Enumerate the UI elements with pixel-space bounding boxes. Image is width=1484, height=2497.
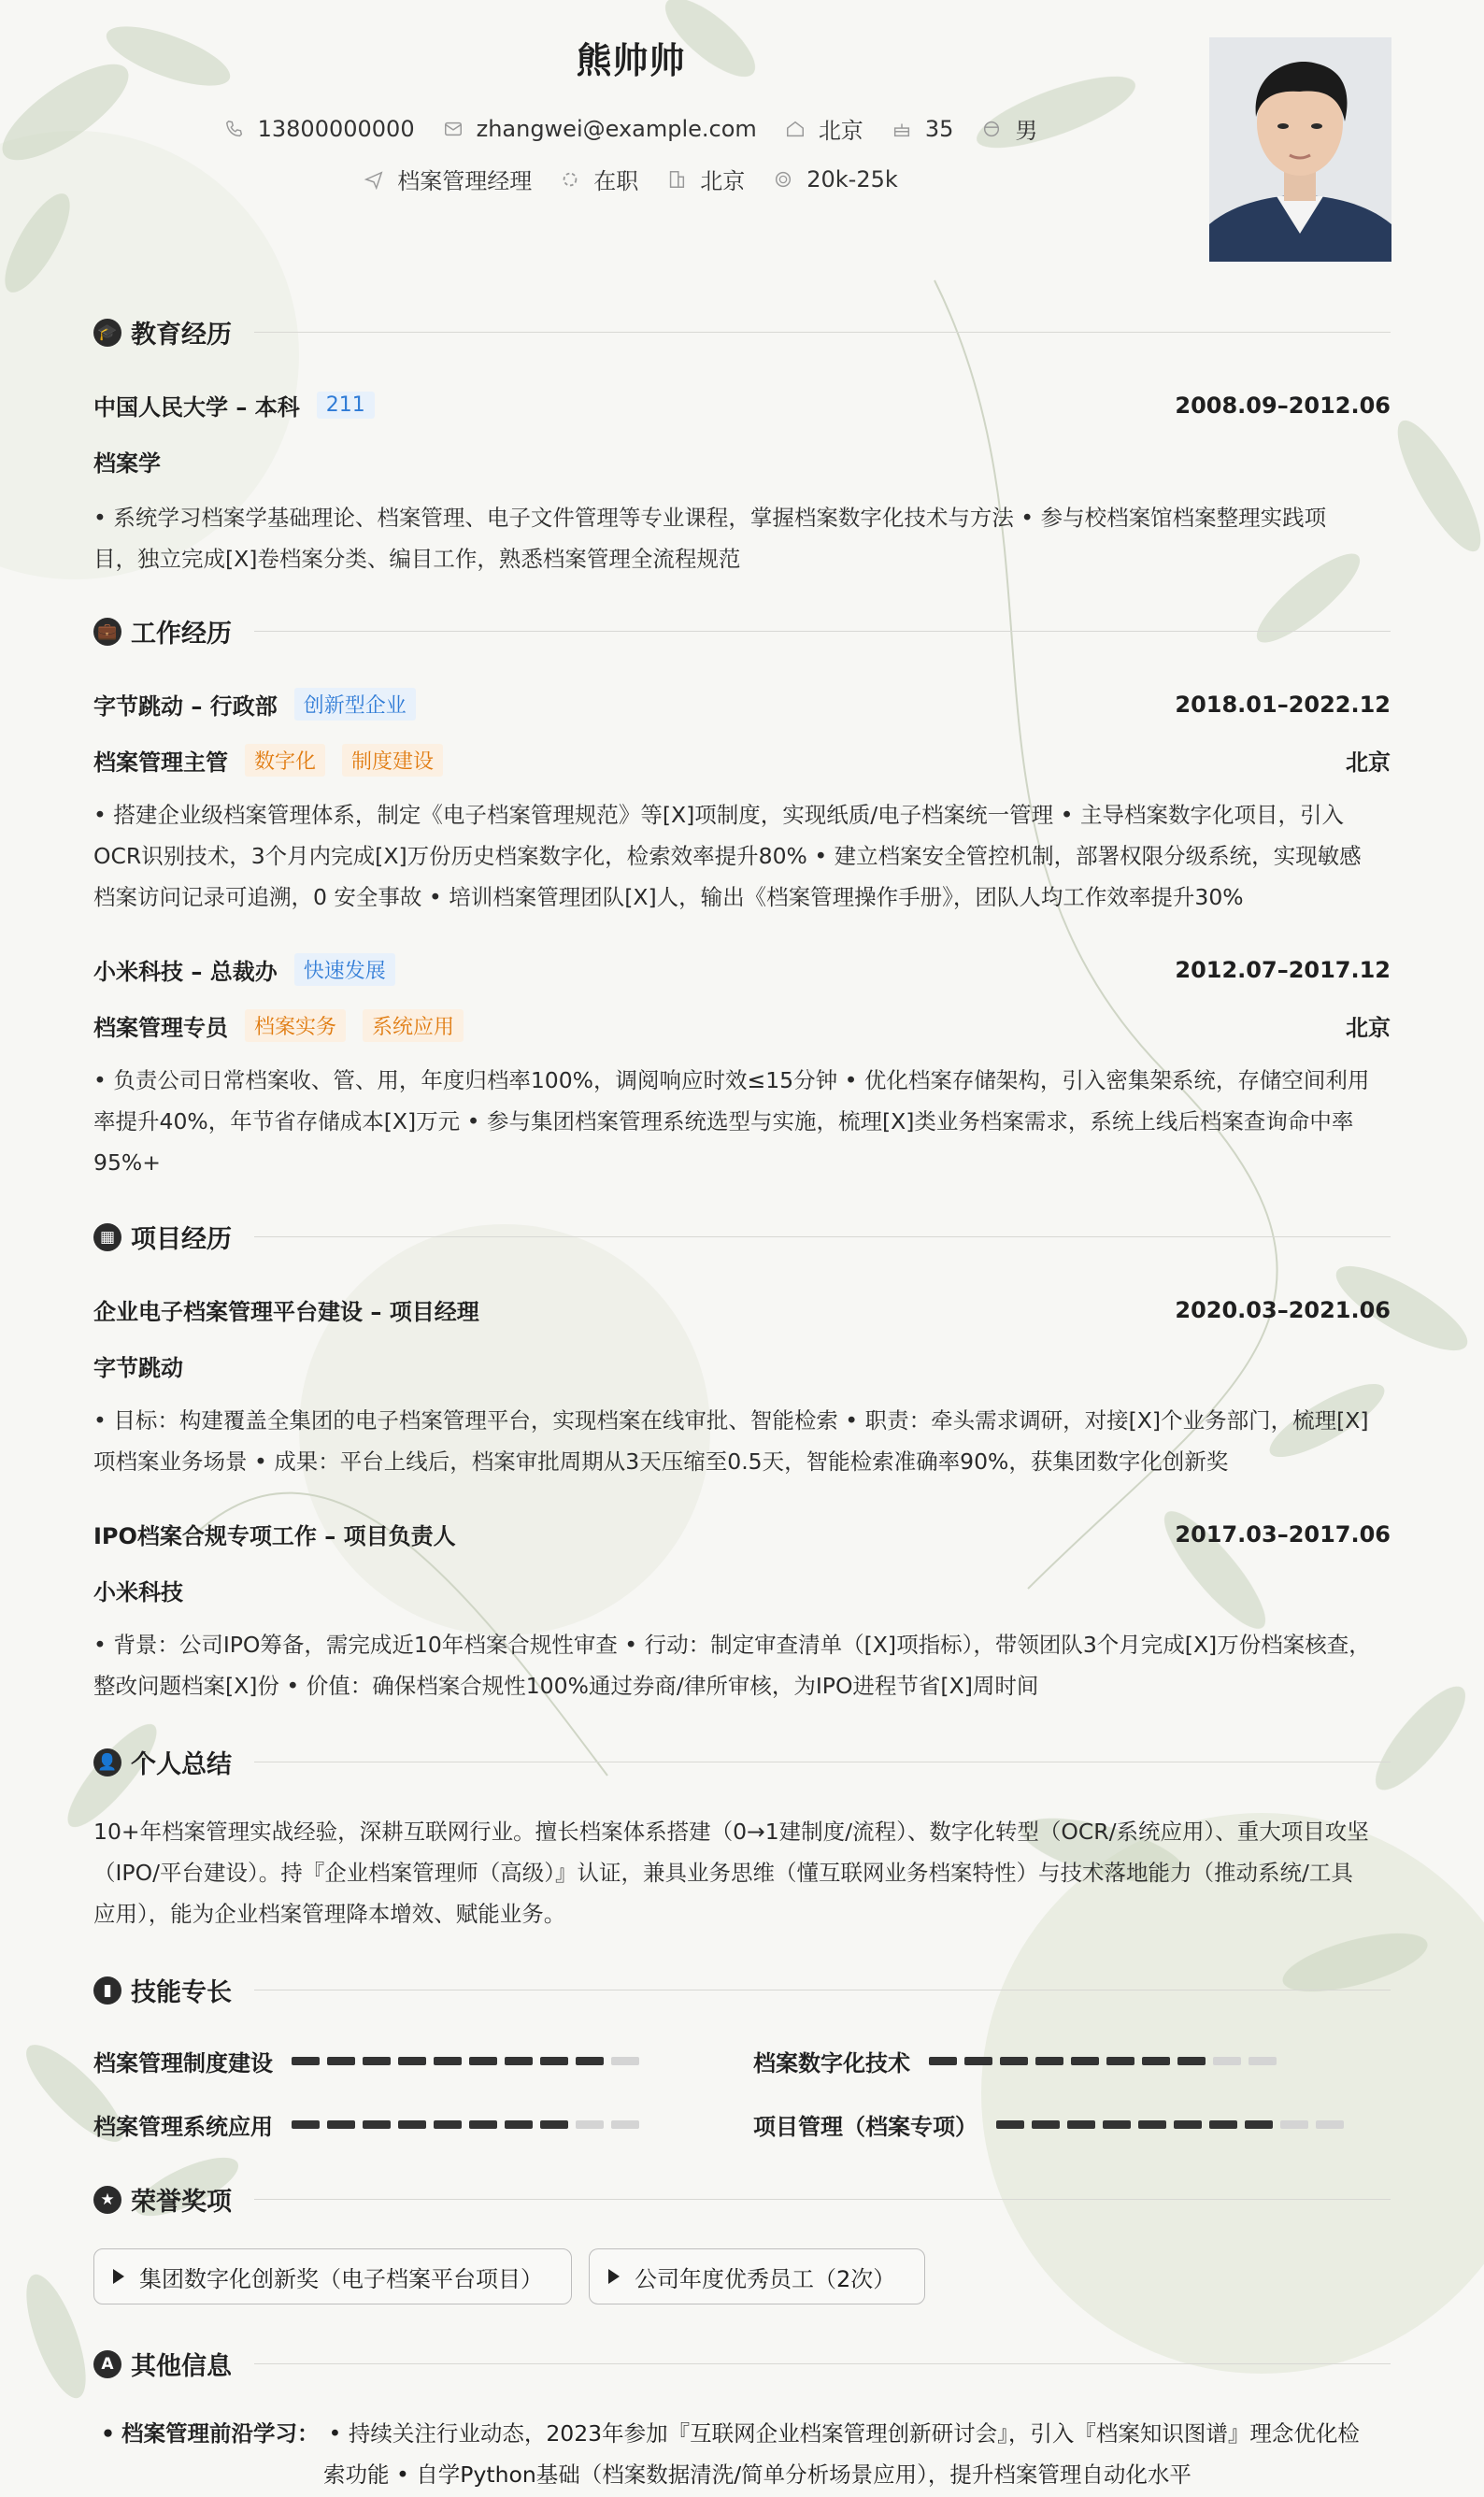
section-work-title: 工作经历 [131, 620, 232, 649]
skill-bar-segment [1142, 2057, 1170, 2065]
project-title: IPO档案合规专项工作 – 项目负责人 [93, 1523, 456, 1549]
skill-bar-segment [1138, 2120, 1166, 2129]
skill-bar-segment [540, 2057, 568, 2065]
other-info [101, 2413, 1392, 2495]
other-label: 档案管理前沿学习： [121, 2420, 320, 2447]
age-item [892, 116, 954, 142]
skill-bar-segment [292, 2120, 320, 2129]
skill-name: 档案数字化技术 [753, 2050, 910, 2076]
work-city: 北京 [1346, 1015, 1391, 1041]
phone-item [224, 116, 415, 142]
skill-name: 档案管理系统应用 [93, 2114, 273, 2140]
section-projects [93, 1219, 1391, 1255]
paragraph-line: 应用），能为企业档案管理降本增效、赋能业务。 [93, 1901, 566, 1927]
skill-bars [929, 2057, 1277, 2065]
company-name: 小米科技 – 总裁办 [93, 959, 278, 985]
project-date: 2017.03–2017.06 [1175, 1520, 1391, 1548]
paragraph-line: 档案访问记录可追溯，0 安全事故 • 培训档案管理团队[X]人，输出《档案管理操作手册》，团队人均工作效率提升30% [93, 884, 1244, 910]
skill-bar-segment [611, 2057, 639, 2065]
skill-bars [292, 2120, 639, 2129]
company-name: 字节跳动 – 行政部 [93, 693, 278, 720]
company-tag: 快速发展 [294, 953, 395, 986]
project-header-1 [93, 1293, 1391, 1326]
skill-bar-segment [540, 2120, 568, 2129]
city-item [666, 163, 745, 195]
gender-item [981, 112, 1037, 145]
bullet-dot: • [101, 2420, 116, 2447]
play-triangle-icon [608, 2269, 620, 2284]
section-skills-title: 技能专长 [131, 1978, 232, 2007]
paragraph-line: • 系统学习档案学基础理论、档案管理、电子文件管理等专业课程，掌握档案数字化技术与方法 • 参与校档案馆档案整理实践项 [93, 505, 1327, 531]
play-triangle-icon [113, 2269, 124, 2284]
role-title: 档案管理主管 [93, 749, 228, 776]
project-header-2 [93, 1518, 1391, 1550]
education-date: 2008.09–2012.06 [1175, 392, 1391, 419]
skill-bar-segment [363, 2120, 391, 2129]
skill-name: 档案管理制度建设 [93, 2050, 273, 2076]
skill-bar-segment [1067, 2120, 1095, 2129]
project-org-2 [93, 1574, 1391, 1606]
company-tag: 创新型企业 [294, 688, 416, 721]
skill-bar-segment [1103, 2120, 1131, 2129]
skill-item [93, 2108, 639, 2141]
phone-text: 13800000000 [257, 115, 415, 142]
work-date: 2012.07–2017.12 [1175, 956, 1391, 983]
role-tag: 系统应用 [363, 1009, 464, 1042]
work-role-1 [93, 744, 1391, 777]
skill-bar-segment [434, 2120, 462, 2129]
paragraph-line: 率提升40%，年节省存储成本[X]万元 • 参与集团档案管理系统选型与实施，梳理[X]类业务档案需求，系统上线后档案查询命中率 [93, 1108, 1354, 1134]
city-text: 北京 [700, 168, 746, 194]
role-tag: 档案实务 [245, 1009, 346, 1042]
paragraph-line: OCR识别技术，3个月内完成[X]万份历史档案数字化，检索效率提升80% • 建立档案安全管控机制，部署权限分级系统，实现敏感 [93, 843, 1362, 869]
work-description-2 [93, 1060, 1392, 1183]
section-honors-title: 荣誉奖项 [131, 2188, 232, 2217]
work-role-2 [93, 1009, 1391, 1042]
skill-bar-segment [1177, 2057, 1206, 2065]
education-major-row [93, 445, 1391, 478]
skill-bar-segment [398, 2057, 426, 2065]
paragraph-line: 项档案业务场景 • 成果：平台上线后，档案审批周期从3天压缩至0.5天，智能检索准确率90%，获集团数字化创新奖 [93, 1448, 1229, 1475]
building-icon [666, 169, 687, 190]
skill-bar-segment [327, 2057, 355, 2065]
skill-bar-segment [1000, 2057, 1028, 2065]
school-tag: 211 [317, 392, 375, 419]
section-education-title: 教育经历 [131, 321, 232, 350]
salary-item [773, 166, 898, 193]
section-summary-title: 个人总结 [131, 1750, 232, 1779]
skill-item [753, 2108, 1344, 2141]
section-divider [254, 1236, 1391, 1237]
section-divider [254, 2199, 1391, 2200]
coin-icon [773, 169, 793, 190]
skill-bar-segment [929, 2057, 957, 2065]
honor-text: 集团数字化创新奖（电子档案平台项目） [139, 2265, 543, 2292]
skill-bar-segment [576, 2057, 604, 2065]
skill-bar-segment [469, 2057, 497, 2065]
summary-text [93, 1811, 1392, 1934]
bar-chart-icon: ▮ [93, 1976, 121, 2005]
project-date: 2020.03–2021.06 [1175, 1296, 1391, 1323]
project-org: 小米科技 [93, 1579, 183, 1605]
section-other [93, 2346, 1391, 2382]
status-icon [560, 169, 580, 190]
portrait-illustration [1209, 37, 1391, 262]
project-org: 字节跳动 [93, 1355, 183, 1381]
project-org-1 [93, 1349, 1391, 1382]
skill-bar-segment [576, 2120, 604, 2129]
skill-bar-segment [1035, 2057, 1063, 2065]
salary-text: 20k-25k [806, 165, 898, 193]
skill-bar-segment [996, 2120, 1024, 2129]
work-city: 北京 [1346, 749, 1391, 776]
award-icon: ★ [93, 2186, 121, 2214]
section-divider [254, 2363, 1391, 2364]
honor-item [93, 2248, 572, 2304]
education-header [93, 389, 1391, 421]
other-text: • 持续关注行业动态，2023年参加『互联网企业档案管理创新研讨会』，引入『档案知识图谱』理念优化检 [328, 2420, 1360, 2447]
skill-bar-segment [398, 2120, 426, 2129]
major: 档案学 [93, 450, 161, 477]
grid-icon: ▦ [93, 1223, 121, 1251]
gender-text: 男 [1015, 118, 1038, 144]
paragraph-line: 目，独立完成[X]卷档案分类、编目工作，熟悉档案管理全流程规范 [93, 546, 741, 572]
section-other-title: 其他信息 [131, 2352, 232, 2381]
paragraph-line: • 搭建企业级档案管理体系，制定《电子档案管理规范》等[X]项制度，实现纸质/电子档案统一管理 • 主导档案数字化项目，引入 [93, 802, 1344, 828]
paragraph-line: 整改问题档案[X]份 • 价值：确保档案合规性100%通过券商/律所审核，为IPO进程节省[X]周时间 [93, 1673, 1039, 1699]
project-description-2 [93, 1624, 1392, 1706]
skill-item [93, 2045, 639, 2077]
paragraph-line: 10+年档案管理实战经验，深耕互联网行业。擅长档案体系搭建（0→1建制度/流程）、数字化转型（OCR/系统应用）、重大项目攻坚 [93, 1819, 1369, 1845]
skill-bar-segment [1209, 2120, 1237, 2129]
skill-bar-segment [1280, 2120, 1308, 2129]
honor-text: 公司年度优秀员工（2次） [635, 2265, 896, 2292]
contact-row-1 [0, 112, 1262, 145]
position-text: 档案管理经理 [397, 168, 533, 194]
work-date: 2018.01–2022.12 [1175, 691, 1391, 718]
skill-bars [292, 2057, 639, 2065]
skill-bar-segment [327, 2120, 355, 2129]
age-text: 35 [924, 115, 954, 142]
send-icon [364, 169, 384, 190]
home-icon [785, 119, 806, 139]
graduation-cap-icon: 🎓 [93, 319, 121, 347]
honor-item [589, 2248, 925, 2304]
paragraph-line: 95%+ [93, 1149, 161, 1176]
user-icon: 👤 [93, 1748, 121, 1776]
candidate-name: 熊帅帅 [576, 40, 686, 81]
section-work [93, 613, 1391, 649]
section-skills [93, 1972, 1391, 2008]
section-projects-title: 项目经历 [131, 1225, 232, 1254]
skill-bar-segment [1174, 2120, 1202, 2129]
contact-row-2 [0, 163, 1262, 195]
location-item [785, 112, 863, 145]
work-header-2 [93, 953, 1391, 986]
role-title: 档案管理专员 [93, 1015, 228, 1041]
briefcase-icon: 💼 [93, 618, 121, 646]
user-face-icon [981, 119, 1002, 139]
skill-bar-segment [1032, 2120, 1060, 2129]
skill-bar-segment [363, 2057, 391, 2065]
email-item [443, 116, 757, 142]
paragraph-line: • 背景：公司IPO筹备，需完成近10年档案合规性审查 • 行动：制定审查清单（[X]项指标），带领团队3个月完成[X]万份档案核查， [93, 1632, 1371, 1658]
location-text: 北京 [818, 118, 863, 144]
school-name: 中国人民大学 – 本科 [93, 394, 300, 421]
skill-bar-segment [1106, 2057, 1134, 2065]
status-item [560, 163, 638, 195]
email-text: zhangwei@example.com [476, 115, 757, 142]
section-divider [254, 631, 1391, 632]
section-divider [254, 332, 1391, 333]
cake-icon [892, 119, 912, 139]
skill-bar-segment [505, 2057, 533, 2065]
skill-bar-segment [292, 2057, 320, 2065]
info-icon: A [93, 2350, 121, 2378]
skill-bar-segment [1071, 2057, 1099, 2065]
status-text: 在职 [593, 168, 639, 194]
skill-bar-segment [434, 2057, 462, 2065]
skill-bar-segment [469, 2120, 497, 2129]
work-description-1 [93, 794, 1392, 918]
skill-bar-segment [1249, 2057, 1277, 2065]
skill-bar-segment [1245, 2120, 1273, 2129]
position-item [364, 163, 532, 195]
skill-bar-segment [964, 2057, 992, 2065]
phone-icon [224, 119, 245, 139]
avatar [1209, 37, 1391, 262]
education-description [93, 497, 1392, 579]
skill-bars [996, 2120, 1344, 2129]
skill-bar-segment [505, 2120, 533, 2129]
work-header-1 [93, 688, 1391, 721]
project-title: 企业电子档案管理平台建设 – 项目经理 [93, 1299, 479, 1325]
section-education [93, 314, 1391, 350]
paragraph-line [121, 2413, 1392, 2454]
project-description-1 [93, 1400, 1392, 1482]
section-honors [93, 2181, 1391, 2218]
skill-name: 项目管理（档案专项） [753, 2114, 977, 2140]
paragraph-line: • 目标：构建覆盖全集团的电子档案管理平台，实现档案在线审批、智能检索 • 职责：牵头需求调研，对接[X]个业务部门，梳理[X] [93, 1407, 1369, 1434]
paragraph-line: • 负责公司日常档案收、管、用，年度归档率100%，调阅响应时效≤15分钟 • 优化档案存储架构，引入密集架系统，存储空间利用 [93, 1067, 1370, 1093]
skill-bar-segment [1316, 2120, 1344, 2129]
role-tag: 制度建设 [342, 744, 443, 777]
paragraph-line: （IPO/平台建设）。持『企业档案管理师（高级）』认证，兼具业务思维（懂互联网业务档案特性）与技术落地能力（推动系统/工具 [93, 1860, 1353, 1886]
paragraph-line: 索功能 • 自学Python基础（档案数据清洗/简单分析场景应用），提升档案管理自动化水平 [323, 2461, 1191, 2488]
skill-item [753, 2045, 1277, 2077]
section-summary [93, 1744, 1391, 1780]
skill-bar-segment [1213, 2057, 1241, 2065]
role-tag: 数字化 [245, 744, 325, 777]
mail-icon [443, 119, 464, 139]
skill-bar-segment [611, 2120, 639, 2129]
